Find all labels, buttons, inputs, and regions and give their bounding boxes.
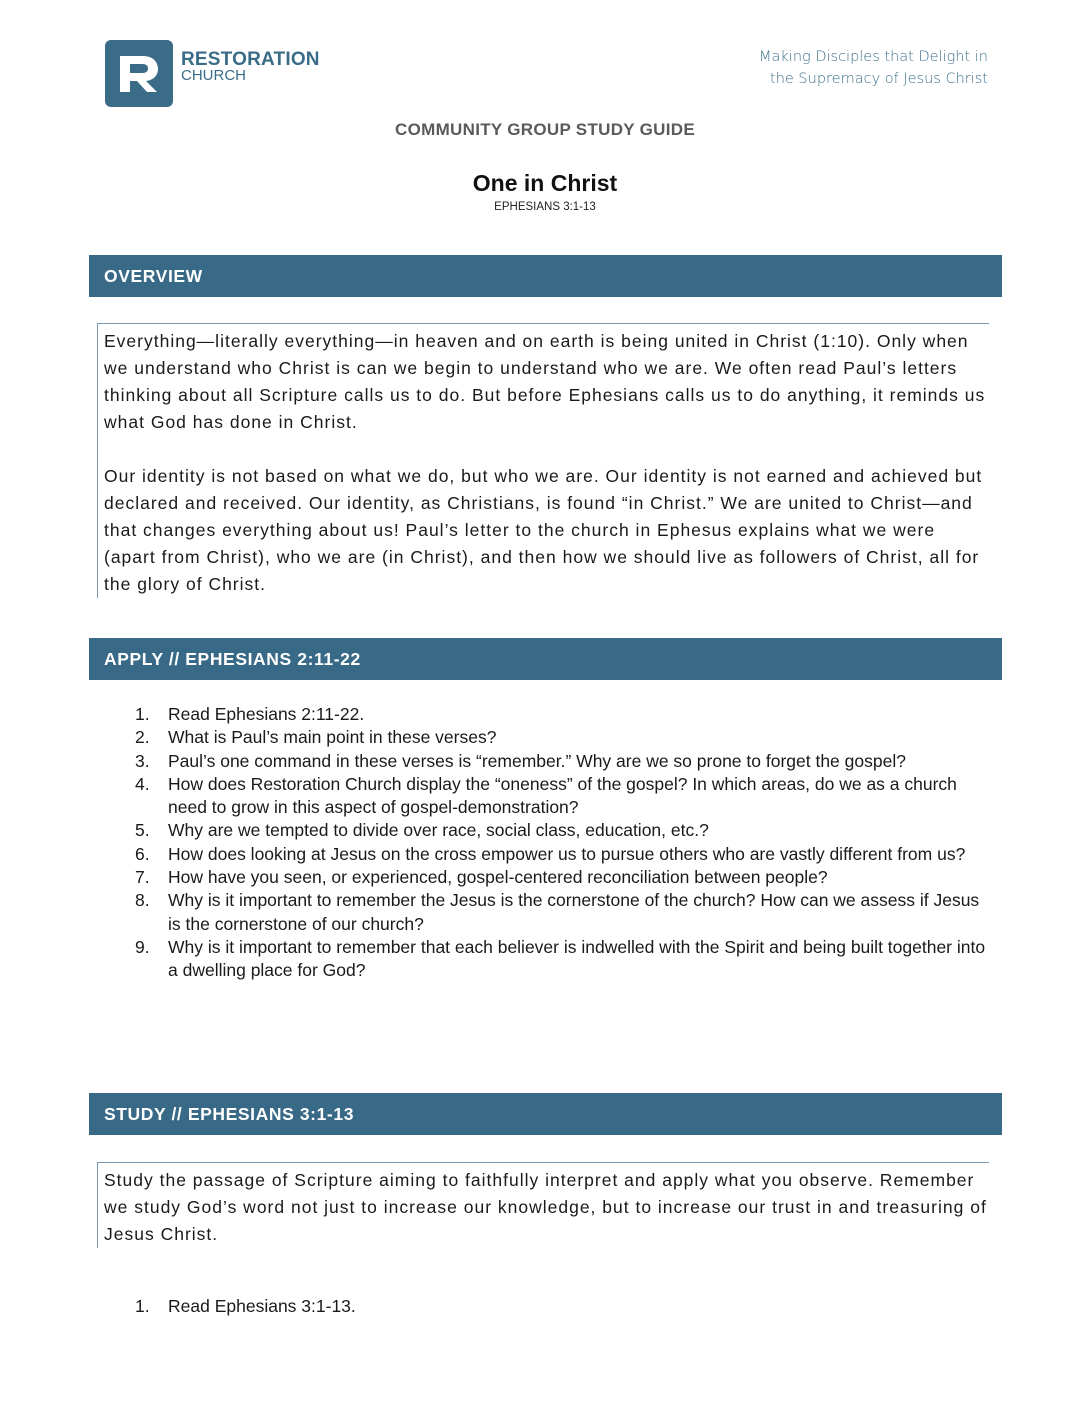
list-item-number: 8. xyxy=(135,890,150,911)
church-logo xyxy=(105,40,320,107)
list-item-text: How have you seen, or experienced, gospel-centered reconciliation between people? xyxy=(168,867,828,888)
apply-heading: APPLY // EPHESIANS 2:11-22 xyxy=(89,638,1002,680)
list-item-number: 1. xyxy=(135,1296,150,1316)
guide-title: COMMUNITY GROUP STUDY GUIDE xyxy=(395,120,695,139)
tagline-line-2: the Supremacy of Jesus Christ xyxy=(770,71,988,87)
lesson-reference: EPHESIANS 3:1-13 xyxy=(494,201,596,213)
list-item-text: Why is it important to remember the Jesus is the cornerstone of the church? How can we assess if Jesus is the cornerstone of our church? xyxy=(168,890,980,934)
overview-heading: OVERVIEW xyxy=(89,255,1002,297)
overview-box xyxy=(97,323,989,598)
list-item-number: 7. xyxy=(135,867,150,888)
r-logo-icon xyxy=(105,40,173,107)
list-item xyxy=(135,750,995,773)
list-item xyxy=(135,1295,995,1318)
list-item-text: What is Paul’s main point in these verses? xyxy=(168,727,497,748)
overview-paragraph: Everything—literally everything—in heaven and on earth is being united in Christ (1:10). Only when we understand who Christ is can we begin to understand who we are. We often read Paul’s letters thinking about all Scripture calls us to do. But before Ephesians calls us to do anything, it reminds us what God has done in Christ. xyxy=(104,331,986,432)
list-item xyxy=(135,819,995,842)
logo-word-church: CHURCH xyxy=(181,67,246,84)
study-intro-paragraph: Study the passage of Scripture aiming to faithfully interpret and apply what you observe. Remember we study God’s word not just to increase our knowledge, but to increase our trust in and treasuring of Jesus Christ. xyxy=(104,1170,987,1244)
list-item-number: 6. xyxy=(135,843,150,864)
tagline xyxy=(759,46,988,90)
list-item xyxy=(135,703,995,726)
list-item-text: Why is it important to remember that each believer is indwelled with the Spirit and being built together into a dwelling place for God? xyxy=(168,936,986,981)
list-item-text: Read Ephesians 3:1-13. xyxy=(168,1296,356,1316)
list-item-number: 5. xyxy=(135,820,150,841)
list-item xyxy=(135,773,995,820)
tagline-line-1: Making Disciples that Delight in xyxy=(759,49,988,65)
list-item xyxy=(135,843,995,866)
list-item xyxy=(135,866,995,889)
list-item-number: 1. xyxy=(135,704,150,724)
overview-paragraph: Our identity is not based on what we do, but who we are. Our identity is not earned and achieved but declared and received. Our identity, as Christians, is found “in Christ.” We are united to Christ—and that changes everything about us! Paul’s letter to the church in Ephesus explains what we were (apart from Christ), who we are (in Christ), and then how we should live as followers of Christ, all for the glory of Christ. xyxy=(104,466,983,594)
list-item xyxy=(135,889,995,936)
list-item-text: Read Ephesians 2:11-22. xyxy=(168,704,365,724)
logo-word-restoration: RESTORATION xyxy=(181,49,320,70)
lesson-title: One in Christ xyxy=(472,170,618,196)
list-item-text: How does Restoration Church display the “oneness” of the gospel? In which areas, do we as a church need to grow in this aspect of gospel-demonstration? xyxy=(168,773,957,818)
list-item-number: 4. xyxy=(135,773,150,794)
apply-question-list xyxy=(135,703,995,983)
list-item-number: 2. xyxy=(135,727,150,748)
list-item xyxy=(135,936,995,983)
list-item-text: Why are we tempted to divide over race, social class, education, etc.? xyxy=(168,820,709,841)
study-question-list xyxy=(135,1295,995,1318)
study-heading: STUDY // EPHESIANS 3:1-13 xyxy=(89,1093,1002,1135)
list-item xyxy=(135,726,995,749)
list-item-text: How does looking at Jesus on the cross empower us to pursue others who are vastly different from us? xyxy=(168,843,966,864)
list-item-text: Paul’s one command in these verses is “remember.” Why are we so prone to forget the gospel? xyxy=(168,750,906,771)
study-intro-box xyxy=(97,1162,989,1248)
list-item-number: 9. xyxy=(135,936,150,957)
list-item-number: 3. xyxy=(135,750,150,771)
